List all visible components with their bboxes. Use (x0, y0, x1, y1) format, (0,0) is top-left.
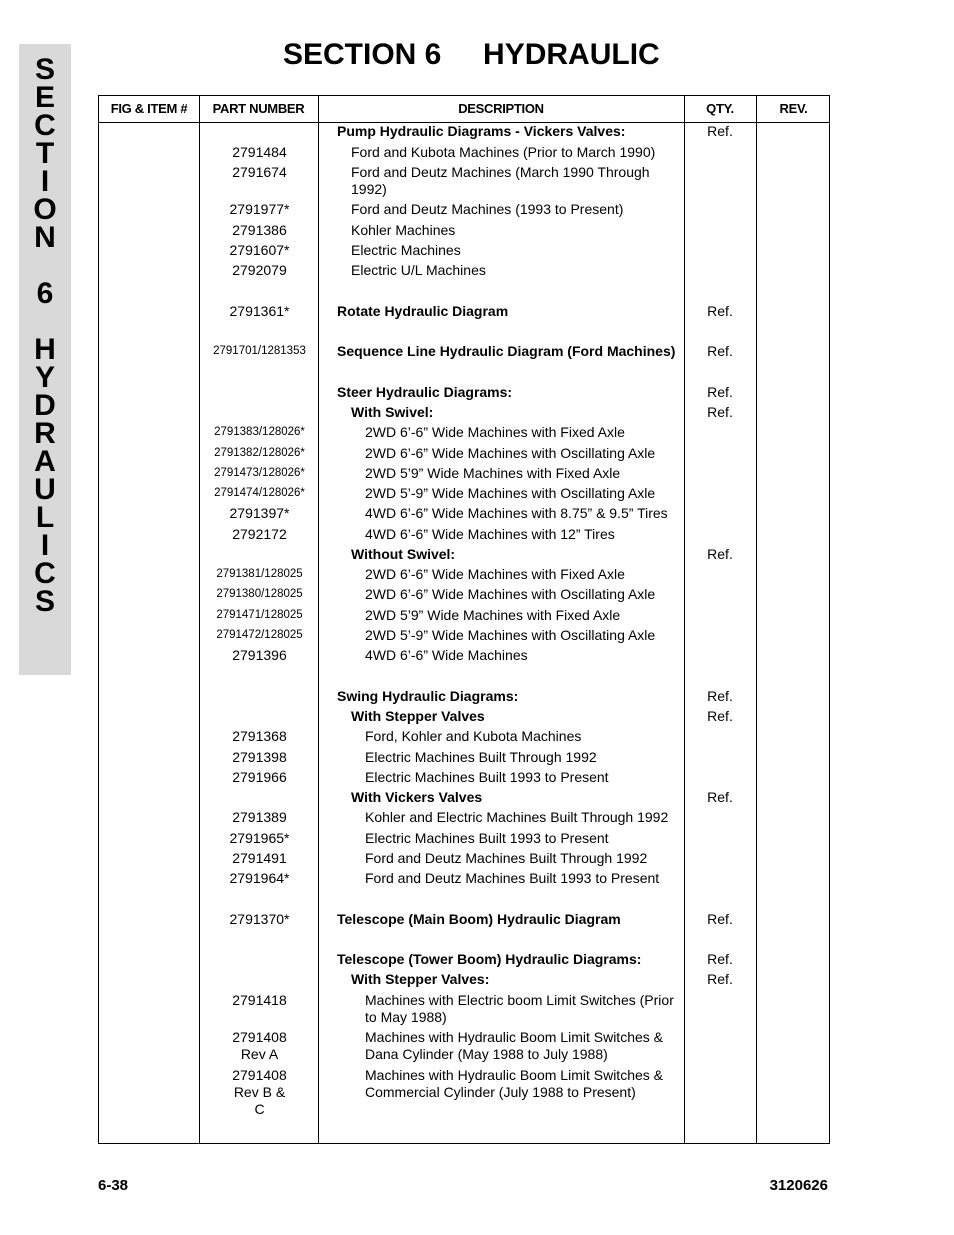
qty-cell: Ref. (707, 343, 733, 359)
part-number-cell: 2791398 (232, 749, 287, 765)
description-cell: Ford and Deutz Machines Built 1993 to Present (365, 870, 660, 886)
description-cell: With Swivel: (351, 404, 434, 420)
description-cell: Machines with Hydraulic Boom Limit Switches & Commercial Cylinder (July 1988 to Present) (365, 1067, 663, 1100)
side-tab-letter: U (34, 473, 56, 506)
header-rev: REV. (779, 101, 808, 116)
part-number-cell: 2791964* (229, 870, 290, 886)
part-number-cell: 2791381/128025 (216, 568, 303, 580)
part-number-cell: 2791472/128025 (216, 629, 303, 641)
section-title: SECTION 6 HYDRAULIC (283, 38, 660, 71)
side-tab-letter: O (33, 193, 57, 226)
part-number-cell: 2792172 (232, 526, 287, 542)
description-cell: 4WD 6’-6” Wide Machines with 12” Tires (365, 526, 615, 542)
section-side-tab (19, 44, 71, 675)
document-number: 3120626 (769, 1177, 828, 1194)
qty-cell: Ref. (707, 789, 733, 805)
description-cell: 4WD 6’-6” Wide Machines with 8.75” & 9.5” Tires (365, 505, 668, 521)
side-tab-letter: 6 (36, 277, 54, 310)
qty-cell: Ref. (707, 303, 733, 319)
description-cell: 2WD 6’-6” Wide Machines with Oscillating Axle (365, 586, 656, 602)
description-cell: 2WD 5’-9” Wide Machines with Oscillating Axle (365, 627, 656, 643)
qty-cell: Ref. (707, 123, 733, 139)
side-tab-letter: H (34, 333, 56, 366)
part-number-cell: 2791674 (232, 164, 287, 180)
page-number: 6-38 (98, 1177, 129, 1194)
qty-cell: Ref. (707, 546, 733, 562)
description-cell: With Stepper Valves (351, 708, 485, 724)
part-number-cell: 2791471/128025 (216, 609, 303, 621)
header-part-number: PART NUMBER (212, 101, 305, 116)
description-cell: Ford and Kubota Machines (Prior to March 1990) (351, 144, 656, 160)
description-cell: Electric U/L Machines (351, 262, 486, 278)
description-cell: 2WD 5’9” Wide Machines with Fixed Axle (365, 607, 621, 623)
part-number-cell: 2791607* (229, 242, 290, 258)
part-number-cell: 2791491 (232, 850, 287, 866)
side-tab-letter: I (40, 529, 50, 562)
part-number-cell: 2791701/1281353 (213, 345, 306, 357)
part-number-cell: 2791408 Rev A (232, 1029, 287, 1062)
part-number-cell: 2791474/128026* (214, 487, 305, 499)
description-cell: 2WD 5’-9” Wide Machines with Oscillating Axle (365, 485, 656, 501)
description-cell: Electric Machines Built 1993 to Present (365, 830, 609, 846)
side-tab-letter: N (34, 221, 56, 254)
header-qty: QTY. (706, 101, 734, 116)
description-cell: Machines with Electric boom Limit Switches (Prior to May 1988) (365, 992, 674, 1025)
part-number-cell: 2791397* (229, 505, 290, 521)
part-number-cell: 2791380/128025 (216, 588, 303, 600)
description-cell: With Vickers Valves (351, 789, 483, 805)
description-cell: Machines with Hydraulic Boom Limit Switches & Dana Cylinder (May 1988 to July 1988) (365, 1029, 663, 1062)
description-cell: Rotate Hydraulic Diagram (337, 303, 509, 319)
side-tab-letter: C (34, 557, 56, 590)
description-cell: Telescope (Tower Boom) Hydraulic Diagrams: (337, 951, 642, 967)
description-cell: 4WD 6’-6” Wide Machines (365, 647, 528, 663)
part-number-cell: 2791382/128026* (214, 447, 305, 459)
description-cell: Telescope (Main Boom) Hydraulic Diagram (337, 911, 621, 927)
qty-cell: Ref. (707, 911, 733, 927)
description-cell: Ford, Kohler and Kubota Machines (365, 728, 582, 744)
part-number-cell: 2791396 (232, 647, 287, 663)
part-number-cell: 2791418 (232, 992, 287, 1008)
description-cell: Electric Machines (351, 242, 461, 258)
description-cell: Pump Hydraulic Diagrams - Vickers Valves: (337, 123, 626, 139)
part-number-cell: 2791977* (229, 201, 290, 217)
parts-table (98, 95, 830, 1144)
description-cell: Ford and Deutz Machines Built Through 1992 (365, 850, 648, 866)
description-cell: Kohler and Electric Machines Built Through 1992 (365, 809, 669, 825)
description-cell: Electric Machines Built 1993 to Present (365, 769, 609, 785)
description-cell: With Stepper Valves: (351, 971, 490, 987)
header-description: DESCRIPTION (458, 101, 544, 116)
description-cell: 2WD 6’-6” Wide Machines with Fixed Axle (365, 566, 625, 582)
qty-cell: Ref. (707, 708, 733, 724)
side-tab-letter: R (34, 417, 56, 450)
description-cell: Kohler Machines (351, 222, 456, 238)
side-tab-letter: E (34, 81, 55, 114)
side-tab-letter: A (34, 445, 56, 478)
part-number-cell: 2791386 (232, 222, 287, 238)
side-tab-letter: Y (34, 361, 55, 394)
part-number-cell: 2791361* (229, 303, 290, 319)
side-tab-letter: L (35, 501, 55, 534)
side-tab-letter: C (34, 109, 56, 142)
side-tab-letter: S (34, 53, 55, 86)
part-number-cell: 2791484 (232, 144, 287, 160)
part-number-cell: 2791368 (232, 728, 287, 744)
description-cell: Swing Hydraulic Diagrams: (337, 688, 519, 704)
side-tab-letter: D (34, 389, 56, 422)
description-cell: Without Swivel: (351, 546, 456, 562)
description-cell: Sequence Line Hydraulic Diagram (Ford Machines) (337, 343, 676, 359)
side-tab-letter: S (34, 585, 55, 618)
part-number-cell: 2792079 (232, 262, 287, 278)
part-number-cell: 2791965* (229, 830, 290, 846)
part-number-cell: 2791473/128026* (214, 467, 305, 479)
part-number-cell: 2791389 (232, 809, 287, 825)
description-cell: Electric Machines Built Through 1992 (365, 749, 597, 765)
qty-cell: Ref. (707, 951, 733, 967)
header-fig-item: FIG & ITEM # (110, 101, 188, 116)
description-cell: 2WD 5’9” Wide Machines with Fixed Axle (365, 465, 621, 481)
part-number-cell: 2791966 (232, 769, 287, 785)
description-cell: Ford and Deutz Machines (March 1990 Through 1992) (351, 164, 650, 197)
qty-cell: Ref. (707, 404, 733, 420)
part-number-cell: 2791370* (229, 911, 290, 927)
qty-cell: Ref. (707, 971, 733, 987)
description-cell: Steer Hydraulic Diagrams: (337, 384, 513, 400)
part-number-cell: 2791408 Rev B & C (232, 1067, 287, 1117)
qty-cell: Ref. (707, 688, 733, 704)
qty-cell: Ref. (707, 384, 733, 400)
side-tab-letter: T (35, 137, 55, 170)
column-divider (756, 96, 757, 1143)
description-cell: Ford and Deutz Machines (1993 to Present) (351, 201, 624, 217)
description-cell: 2WD 6’-6” Wide Machines with Fixed Axle (365, 424, 625, 440)
side-tab-letter: I (40, 165, 50, 198)
part-number-cell: 2791383/128026* (214, 426, 305, 438)
description-cell: 2WD 6’-6” Wide Machines with Oscillating Axle (365, 445, 656, 461)
